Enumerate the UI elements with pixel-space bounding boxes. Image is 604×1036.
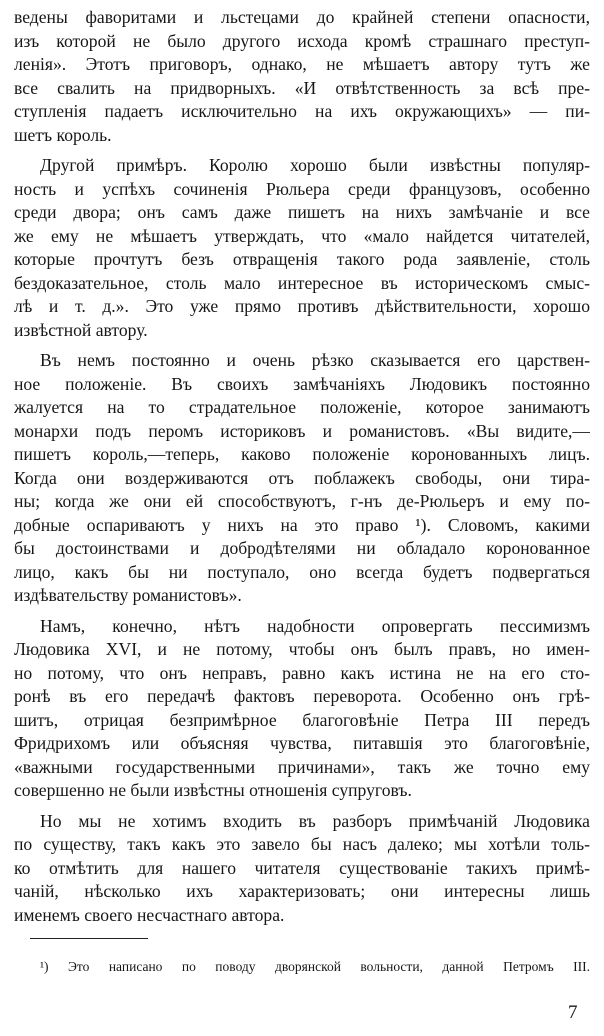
text-line: жалуется на то страдательное положеніе, которое занимаютъ [14, 397, 590, 417]
text-line: ное положеніе. Въ своихъ замѣчаніяхъ Людовикъ постоянно [14, 373, 590, 394]
paragraph-4 [14, 615, 590, 803]
text-line: которые прочтутъ безъ отвращенія такого рода заявленіе, столь [14, 249, 590, 269]
text-line: но потому, что онъ неправъ, равно какъ истина не на его сто- [14, 662, 590, 683]
body-text [14, 6, 590, 927]
text-line: извѣстной автору. [14, 319, 148, 340]
paragraph-3 [14, 349, 590, 608]
footnote-divider [30, 938, 148, 939]
text-line: же ему не мѣшаетъ утверждать, что «мало найдется читателей, [14, 225, 590, 246]
text-line: ность и успѣхъ сочиненія Рюльера среди французовъ, особенно [14, 178, 590, 199]
text-line: пишетъ король,—теперь, каково положеніе коронованныхъ лицъ. [14, 444, 590, 464]
text-line: ны; когда же они ей способствуютъ, г-нъ де-Рюльеръ и ему по- [14, 491, 590, 511]
footnote: ¹) Это написано по поводу дворянской вольности, данной Петромъ III. [40, 959, 590, 974]
text-line: чаній, нѣсколько ихъ характеризовать; они интересны лишь [14, 881, 590, 901]
text-line: Въ немъ постоянно и очень рѣзко сказывается его царствен- [40, 350, 590, 370]
text-line: Фридрихомъ или объясняя чувства, питавшія это благоговѣніе, [14, 733, 590, 753]
text-line: ленія». Этотъ приговоръ, однако, не мѣшаетъ автору тутъ же [14, 54, 590, 74]
paragraph-1 [14, 6, 590, 147]
text-line: ко отмѣтить для нашего читателя существованіе такихъ примѣ- [14, 857, 590, 878]
text-line: Людовика XVI, и не потому, чтобы онъ былъ правъ, но имен- [14, 639, 590, 659]
text-line: ронѣ въ его передачѣ фактовъ переворота. Особенно онъ грѣ- [14, 686, 590, 706]
text-line: совершенно не были извѣстны отношенія супруговъ. [14, 780, 412, 800]
text-line: шитъ, отрицая безпримѣрное благоговѣніе Петра III передъ [14, 709, 590, 730]
text-line: изъ которой не было другого исхода кромѣ страшнаго преступ- [14, 30, 590, 51]
text-line: ступленія падаетъ исключительно на ихъ окружающихъ» — пи- [14, 101, 590, 121]
text-line: все свалить на придворныхъ. «И отвѣтственность за всѣ пре- [14, 77, 590, 98]
text-line: лицо, какъ бы ни поступало, оно всегда будетъ подвергаться [14, 561, 590, 582]
text-line: Но мы не хотимъ входить въ разборъ примѣчаній Людовика [40, 810, 590, 831]
paragraph-2 [14, 154, 590, 342]
text-line: по существу, такъ какъ это завело бы насъ далеко; мы хотѣли толь- [14, 834, 590, 854]
text-line: добные оспариваютъ у нихъ на это право ¹). Словомъ, какими [14, 514, 590, 535]
text-line: шетъ король. [14, 124, 112, 145]
text-line: издѣвательству романистовъ». [14, 585, 242, 605]
text-line: бездоказательное, столь мало интересное въ историческомъ смыс- [14, 272, 590, 293]
text-line: монархи подъ перомъ историковъ и романистовъ. «Вы видите,— [14, 420, 590, 441]
text-line: именемъ своего несчастнаго автора. [14, 904, 285, 925]
text-line: Другой примѣръ. Королю хорошо были извѣстны популяр- [40, 155, 590, 175]
text-line: среди двора; онъ самъ даже пишетъ на нихъ замѣчаніе и все [14, 202, 590, 222]
page-number: 7 [568, 1002, 578, 1023]
text-line: «важными государственными причинами», такъ же точно ему [14, 756, 590, 777]
text-line: бы достоинствами и добродѣтелями ни обладало коронованное [14, 538, 590, 558]
text-line: Когда они воздерживаются отъ поблажекъ свободы, они тира- [14, 467, 590, 488]
text-line: ведены фаворитами и льстецами до крайней степени опасности, [14, 7, 590, 27]
text-line: лѣ и т. д.». Это уже прямо противъ дѣйствительности, хорошо [14, 296, 590, 316]
paragraph-5 [14, 810, 590, 928]
text-line: Намъ, конечно, нѣтъ надобности опровергать пессимизмъ [40, 615, 590, 636]
